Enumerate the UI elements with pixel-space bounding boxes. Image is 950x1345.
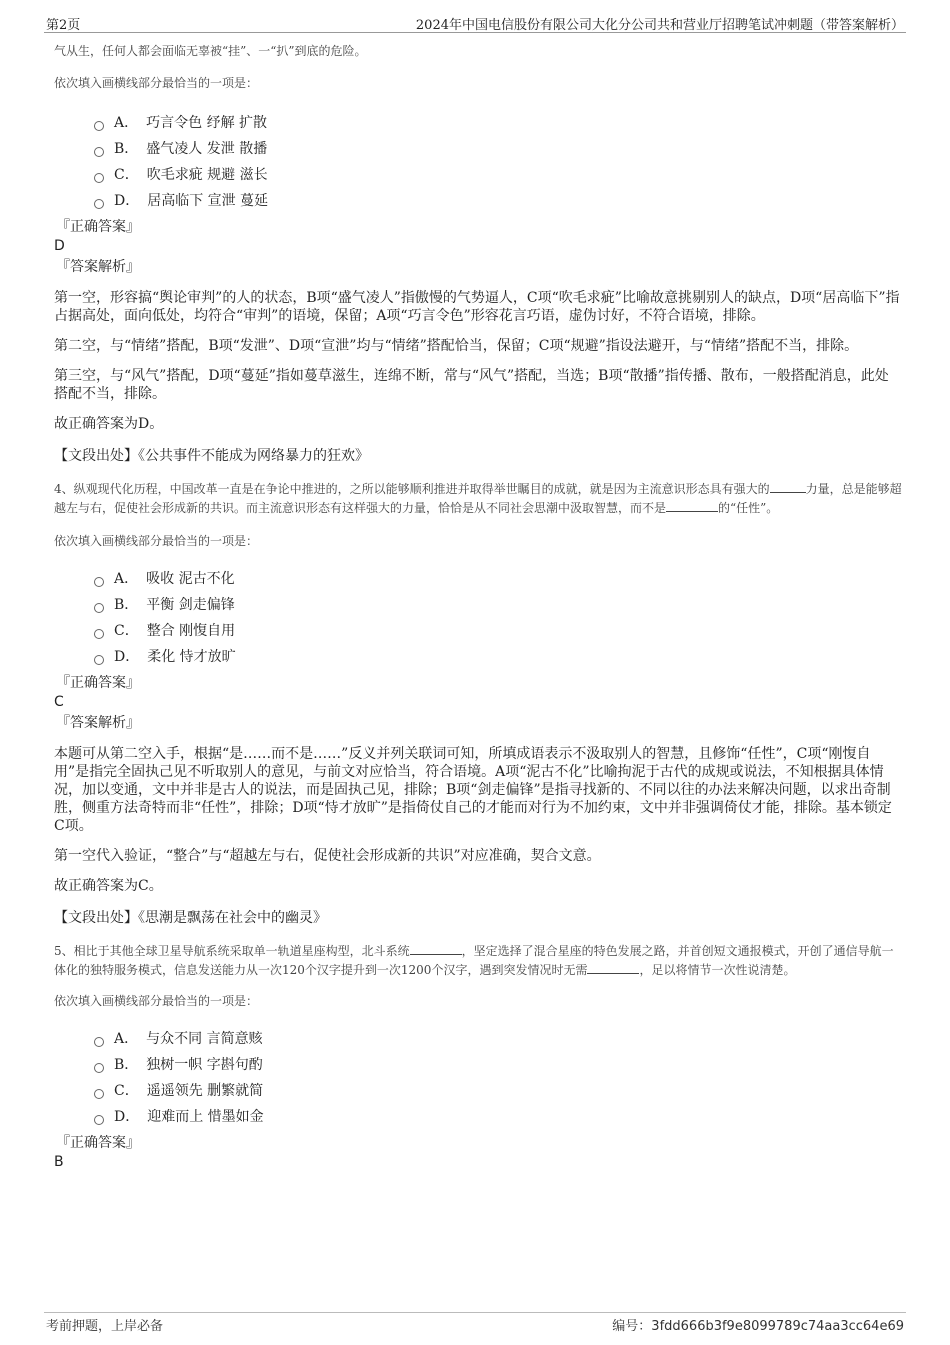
q5-answer-label: 『正确答案』 — [56, 1135, 140, 1151]
q5-answer: B — [54, 1154, 64, 1170]
q4-source: 【文段出处】《思潮是飘荡在社会中的幽灵》 — [54, 910, 327, 926]
q5-option-b[interactable]: B． 独树一帜 字斟句酌 — [94, 1052, 902, 1078]
q4-analysis-2: 第一空代入验证，“整合”与“超越左与右，促使社会形成新的共识”对应准确，契合文意。 — [54, 848, 601, 864]
q4-analysis-1: 本题可从第二空入手，根据“是……而不是……”反义并列关联词可知，所填成语表示不汲取别人的智慧，且修饰“任性”，C项“刚愎自用”是指完全固执己见不听取别人的意见，与前文对应恰当，符合语境。A项“泥古不化”比喻拘泥于古代的成规或说法，不知根据具体情况，加以变通，文中并非是古人的说法，而是固执己见，排除；B项“剑走偏锋”是指寻找新的、不同以往的办法来解决问题，以求出奇制胜，侧重方法奇特而非“任性”，排除；D项“恃才放旷”是指倚仗自己的才能而对行为不加约束，文中并非强调倚仗才能，排除。基本锁定C项。 — [54, 746, 892, 834]
q3-analysis-label: 『答案解析』 — [56, 259, 140, 275]
blank-1 — [410, 942, 462, 955]
q4-option-d[interactable]: D． 柔化 恃才放旷 — [94, 644, 902, 670]
footer-slogan: 考前押题，上岸必备 — [46, 1319, 164, 1334]
q5-options — [94, 1026, 902, 1130]
radio-icon[interactable] — [94, 629, 104, 639]
q3-stem-tail: 气从生，任何人都会面临无辜被“挂”、一“扒”到底的危险。 — [54, 44, 367, 58]
q3-analysis-4: 故正确答案为D。 — [54, 416, 164, 432]
q3-analysis-1: 第一空，形容搞“舆论审判”的人的状态，B项“盛气凌人”指傲慢的气势逼人，C项“吹毛求疵”比喻故意挑剔别人的缺点，D项“居高临下”指占据高处，面向低处，均符合“审判”的语境，保留；A项“巧言令色”形容花言巧语，虚伪讨好，不符合语境，排除。 — [54, 290, 900, 324]
q3-analysis-2: 第二空，与“情绪”搭配，B项“发泄”、D项“宣泄”均与“情绪”搭配恰当，保留；C项“规避”指设法避开，与“情绪”搭配不当，排除。 — [54, 338, 859, 354]
blank-2 — [587, 961, 639, 974]
radio-icon[interactable] — [94, 121, 104, 131]
document-code: 编号：3fdd666b3f9e8099789c74aa3cc64e69 — [612, 1319, 904, 1334]
q4-answer: C — [54, 694, 64, 710]
q3-source: 【文段出处】《公共事件不能成为网络暴力的狂欢》 — [54, 448, 369, 464]
q4-option-a[interactable]: A． 吸收 泥古不化 — [94, 566, 902, 592]
document-title: 2024年中国电信股份有限公司大化分公司共和营业厅招聘笔试冲刺题（带答案解析） — [415, 18, 904, 33]
q3-answer: D — [54, 238, 65, 254]
main-content — [54, 40, 902, 1172]
radio-icon[interactable] — [94, 577, 104, 587]
q4-analysis-3: 故正确答案为C。 — [54, 878, 163, 894]
q3-option-b[interactable]: B． 盛气凌人 发泄 散播 — [94, 136, 902, 162]
page-number: 第2页 — [46, 18, 81, 33]
page-footer — [44, 1312, 906, 1335]
radio-icon[interactable] — [94, 199, 104, 209]
q4-options — [94, 566, 902, 670]
q3-option-d[interactable]: D． 居高临下 宣泄 蔓延 — [94, 188, 902, 214]
radio-icon[interactable] — [94, 173, 104, 183]
q3-analysis-3: 第三空，与“风气”搭配，D项“蔓延”指如蔓草滋生，连绵不断，常与“风气”搭配，当选；B项“散播”指传播、散布，一般搭配消息，此处搭配不当，排除。 — [54, 368, 889, 402]
q4-option-b[interactable]: B． 平衡 剑走偏锋 — [94, 592, 902, 618]
q3-option-a[interactable]: A． 巧言令色 纾解 扩散 — [94, 110, 902, 136]
radio-icon[interactable] — [94, 603, 104, 613]
q4-stem: 4、纵观现代化历程，中国改革一直是在争论中推进的，之所以能够顺利推进并取得举世瞩目的成就，就是因为主流意识形态具有强大的 力量，总是能够超越左与右，促使社会形成新的共识。而主流意识形态有这样强大的力量，恰恰是从不同社会思潮中汲取智慧，而不是 的“任性”。 — [54, 482, 902, 515]
radio-icon[interactable] — [94, 655, 104, 665]
q4-analysis-label: 『答案解析』 — [56, 715, 140, 731]
q3-option-c[interactable]: C． 吹毛求疵 规避 滋长 — [94, 162, 902, 188]
q3-answer-label: 『正确答案』 — [56, 219, 140, 235]
blank-2 — [666, 499, 718, 512]
radio-icon[interactable] — [94, 1037, 104, 1047]
q4-answer-label: 『正确答案』 — [56, 675, 140, 691]
q3-options — [94, 110, 902, 214]
q5-option-a[interactable]: A． 与众不同 言简意赅 — [94, 1026, 902, 1052]
radio-icon[interactable] — [94, 1089, 104, 1099]
q4-prompt: 依次填入画横线部分最恰当的一项是： — [54, 534, 259, 548]
radio-icon[interactable] — [94, 1063, 104, 1073]
q5-prompt: 依次填入画横线部分最恰当的一项是： — [54, 994, 259, 1008]
radio-icon[interactable] — [94, 147, 104, 157]
q5-option-c[interactable]: C． 遥遥领先 删繁就简 — [94, 1078, 902, 1104]
q4-option-c[interactable]: C． 整合 刚愎自用 — [94, 618, 902, 644]
q3-prompt: 依次填入画横线部分最恰当的一项是： — [54, 76, 259, 90]
q5-stem: 5、相比于其他全球卫星导航系统采取单一轨道星座构型，北斗系统 ，坚定选择了混合星座的特色发展之路，并首创短文通报模式，开创了通信导航一体化的独特服务模式，信息发送能力从一次120个汉字提升到一次1200个汉字，遇到突发情况时无需 ，足以将情节一次性说清楚。 — [54, 944, 894, 977]
radio-icon[interactable] — [94, 1115, 104, 1125]
q5-option-d[interactable]: D． 迎难而上 惜墨如金 — [94, 1104, 902, 1130]
page-header — [44, 12, 906, 33]
blank-1 — [770, 480, 806, 493]
